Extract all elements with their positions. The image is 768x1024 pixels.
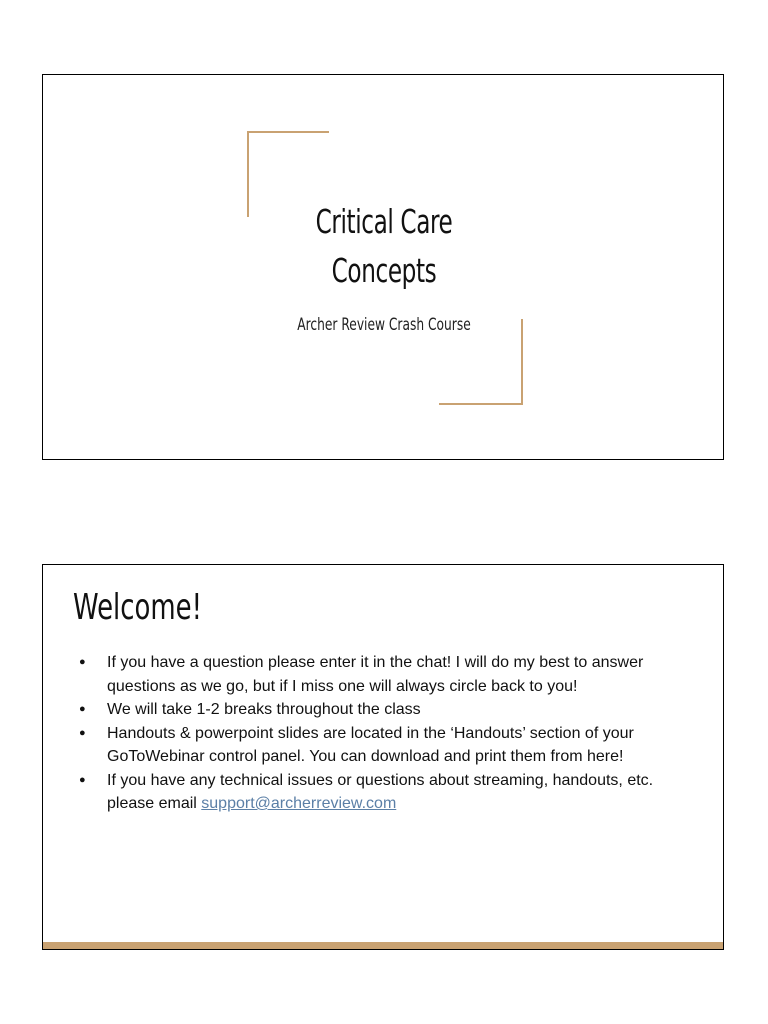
bullet-item: ● If you have a question please enter it in the chat! I will do my best to answer questions as we go, but if I miss one will always circle back to you! (79, 651, 699, 698)
slide-title-line-1: Critical Care (315, 202, 453, 241)
bullet-item: ● We will take 1-2 breaks throughout the class (79, 698, 699, 722)
bullet-item: ● Handouts & powerpoint slides are located in the ‘Handouts’ section of your GoToWebinar control panel. You can download and print them from here! (79, 722, 699, 769)
welcome-slide (42, 564, 724, 950)
slide-title (118, 197, 650, 295)
welcome-heading: Welcome! (73, 587, 202, 628)
welcome-bullet-list (79, 651, 699, 816)
slide-title-line-2: Concepts (331, 251, 437, 290)
accent-bottom-bar (43, 942, 723, 949)
support-email-link[interactable]: support@archerreview.com (201, 795, 397, 812)
title-slide (42, 74, 724, 460)
slide-subtitle: Archer Review Crash Course (297, 315, 471, 335)
support-text: If you have any technical issues or questions about streaming, handouts, etc. please email (107, 771, 654, 812)
bullet-item-support (79, 769, 699, 816)
